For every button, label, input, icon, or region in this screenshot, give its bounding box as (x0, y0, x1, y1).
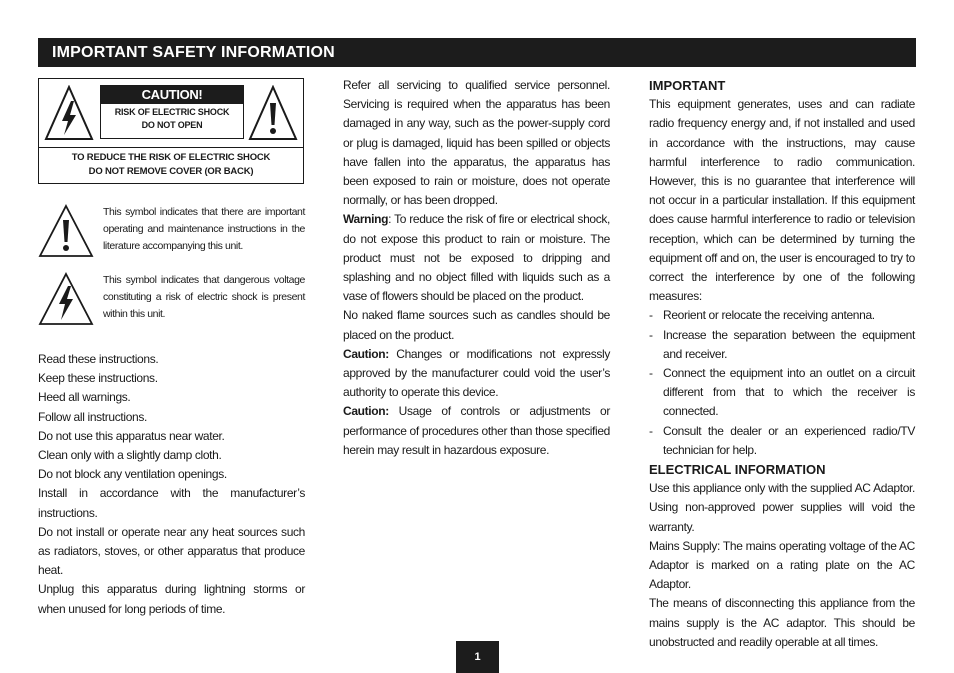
caution-line-1: RISK OF ELECTRIC SHOCK (114, 107, 230, 117)
warning-label: Warning (343, 212, 389, 227)
caution-bottom-text (39, 151, 303, 179)
exclamation-symbol-description: This symbol indicates that there are important operating and maintenance instructions in the literature accompanying this unit. (103, 206, 305, 252)
measure-item: - Consult the dealer or an experienced radio/TV technician for help. (649, 422, 915, 460)
electrical-heading: ELECTRICAL INFORMATION (649, 462, 826, 478)
lightning-warning-icon (44, 85, 94, 141)
caution-bottom-line-2: DO NOT REMOVE COVER (OR BACK) (88, 166, 254, 177)
exclamation-warning-icon (248, 85, 298, 141)
instruction-item: Do not use this apparatus near water. (38, 428, 225, 443)
caution-title: CAUTION! (101, 86, 243, 104)
measure-item: - Increase the separation between the equipment and receiver. (649, 326, 915, 364)
measure-item: - Connect the equipment into an outlet on a circuit different from that to which the receiver is connected. (649, 364, 915, 422)
instruction-item: Keep these instructions. (38, 371, 158, 386)
electrical-paragraph-3: The means of disconnecting this appliance from the mains supply is the AC adaptor. This should be unobstructed and readily operable at all times. (649, 596, 915, 649)
symbol-row-lightning (38, 272, 305, 350)
lightning-symbol-description: This symbol indicates that dangerous voltage constituting a risk of electric shock is present within this unit. (103, 274, 305, 320)
instruction-item: Heed all warnings. (38, 390, 131, 405)
caution-paragraph-2 (343, 402, 610, 460)
instructions-list (38, 350, 305, 619)
warning-paragraph (343, 210, 610, 306)
instruction-item: Install in accordance with the manufacturer’s instructions. (38, 486, 305, 520)
instruction-item: Unplug this apparatus during lightning storms or when unused for long periods of time. (38, 582, 305, 616)
caution-label-top (39, 79, 303, 148)
column-left (38, 78, 305, 619)
important-heading: IMPORTANT (649, 78, 726, 93)
instruction-item: Do not block any ventilation openings. (38, 467, 227, 482)
page-number: 1 (456, 641, 499, 673)
caution-label-2: Caution: (343, 404, 389, 419)
column-middle (343, 76, 610, 460)
caution-line-2: DO NOT OPEN (141, 120, 203, 130)
instruction-item: Read these instructions. (38, 352, 159, 366)
symbol-row-exclamation (38, 204, 305, 268)
section-title: IMPORTANT SAFETY INFORMATION (52, 44, 335, 61)
warning-text: : To reduce the risk of fire or electrical shock, do not expose this product to rain or moisture. The product must not be exposed to dripping and splashing and no object filled with liquids such as a vase of flowers should be placed on the product. (343, 212, 610, 304)
section-header (38, 38, 916, 67)
column-right (649, 76, 915, 652)
interference-measures-list (649, 306, 915, 460)
instruction-item: Clean only with a slightly damp cloth. (38, 448, 222, 463)
servicing-paragraph: Refer all servicing to qualified service personnel. Servicing is required when the apparatus has been damaged in any way, such as the power-supply cord or plug is damaged, liquid has been spilled or objects have fallen into the apparatus, the apparatus has been exposed to rain or moisture, does not operate normally, or has been dropped. (343, 78, 610, 208)
lightning-triangle-icon (38, 272, 94, 326)
measure-item: - Reorient or relocate the receiving antenna. (649, 306, 915, 325)
exclamation-triangle-icon (38, 204, 94, 258)
important-paragraph: This equipment generates, uses and can radiate radio frequency energy and, if not installed and used in accordance with the instructions, may cause harmful interference to radio communication. However, this is no guarantee that interference will not occur in a particular installation. If this equipment does cause harmful interference to radio or television reception, which can be determined by turning the equipment off and on, the user is encouraged to try to correct the interference by one of the following measures: (649, 97, 915, 304)
caution-paragraph-1 (343, 345, 610, 403)
caution-label-box (38, 78, 304, 184)
electrical-paragraph-1: Use this appliance only with the supplied AC Adaptor. Using non-approved power supplies will void the warranty. (649, 481, 915, 534)
caution-text-1: Changes or modifications not expressly approved by the manufacturer could void the user’s authority to operate this device. (343, 346, 610, 400)
instruction-item: Follow all instructions. (38, 409, 147, 424)
caution-center-panel (100, 85, 244, 139)
flame-paragraph: No naked flame sources such as candles should be placed on the product. (343, 308, 610, 342)
caution-bottom-line-1: TO REDUCE THE RISK OF ELECTRIC SHOCK (71, 152, 271, 163)
instruction-item: Do not install or operate near any heat sources such as radiators, stoves, or other apparatus that produce heat. (38, 524, 305, 578)
caution-label-1: Caution: (343, 346, 389, 361)
caution-text-2: Usage of controls or adjustments or performance of procedures other than those specified herein may result in hazardous exposure. (343, 404, 610, 457)
electrical-paragraph-2: Mains Supply: The mains operating voltage of the AC Adaptor is marked on a rating plate on the AC Adaptor. (649, 538, 915, 592)
